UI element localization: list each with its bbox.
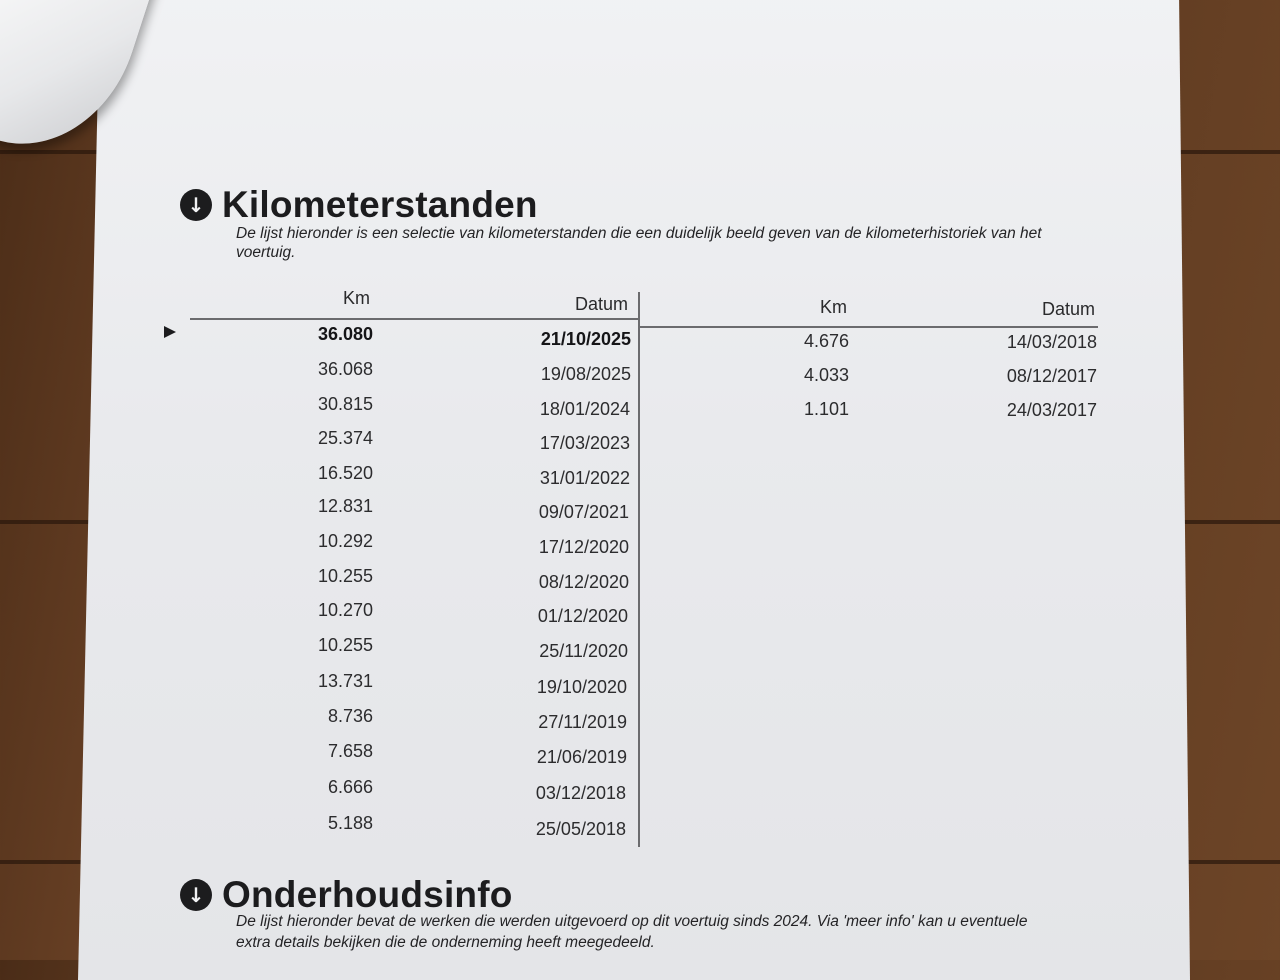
- km-value: 12.831: [317, 496, 373, 516]
- date-value: 09/07/2021: [538, 502, 629, 522]
- km-value: 30.815: [317, 394, 373, 414]
- column-header-date-left: Datum: [575, 294, 629, 314]
- date-value: 03/12/2018: [535, 783, 626, 803]
- km-value: 25.374: [317, 428, 373, 448]
- kilometers-description-line1: De lijst hieronder is een selectie van kilometerstanden die een duidelijk beeld geven van de kilometerhistoriek van het: [236, 225, 1042, 242]
- date-value: 19/08/2025: [540, 364, 631, 384]
- header-divider-left: [190, 318, 638, 320]
- date-value: 21/06/2019: [536, 747, 627, 767]
- maintenance-description-line1: De lijst hieronder bevat de werken die werden uitgevoerd op dit voertuig sinds 2024. Via 'meer info' kan u eventuele: [236, 913, 1028, 930]
- km-value: 10.270: [317, 600, 373, 620]
- km-value: 16.520: [317, 463, 373, 483]
- date-value: 14/03/2018: [1006, 332, 1097, 352]
- kilometers-description-line2: voertuig.: [236, 244, 296, 261]
- date-value: 08/12/2017: [1006, 366, 1097, 386]
- maintenance-heading: [180, 874, 513, 916]
- kilometers-heading: [180, 184, 538, 226]
- date-value: 18/01/2024: [539, 399, 630, 419]
- kilometers-title: Kilometerstanden: [222, 184, 538, 225]
- date-value: 21/10/2025: [540, 329, 631, 349]
- km-value: 8.736: [327, 706, 373, 726]
- date-value: 17/03/2023: [539, 433, 630, 453]
- km-value: 10.292: [317, 531, 373, 551]
- header-divider-right: [640, 326, 1098, 328]
- km-value: 1.101: [803, 399, 849, 419]
- km-value: 36.080: [317, 324, 373, 344]
- date-value: 24/03/2017: [1006, 400, 1097, 420]
- km-value: 13.731: [317, 671, 373, 691]
- date-value: 17/12/2020: [538, 537, 629, 557]
- km-value: 4.676: [803, 331, 849, 351]
- km-value: 5.188: [327, 813, 373, 833]
- circle-arrow-down-icon: ↓: [180, 879, 212, 911]
- date-value: 27/11/2019: [538, 712, 627, 732]
- date-value: 31/01/2022: [539, 468, 630, 488]
- km-value: 4.033: [803, 365, 849, 385]
- maintenance-description-line2: extra details bekijken die de onderneming heeft meegedeeld.: [236, 934, 655, 951]
- column-header-km-left: Km: [343, 288, 370, 308]
- km-value: 6.666: [327, 777, 373, 797]
- document-page: [78, 0, 1190, 980]
- km-value: 10.255: [317, 635, 373, 655]
- maintenance-title: Onderhoudsinfo: [222, 874, 513, 915]
- triangle-right-icon: [164, 326, 176, 338]
- km-value: 7.658: [327, 741, 373, 761]
- date-value: 25/11/2020: [539, 641, 628, 661]
- date-value: 19/10/2020: [536, 677, 627, 697]
- date-value: 25/05/2018: [535, 819, 626, 839]
- column-header-km-right: Km: [820, 297, 847, 317]
- km-value: 36.068: [317, 359, 373, 379]
- column-divider: [638, 292, 640, 847]
- date-value: 01/12/2020: [537, 606, 628, 626]
- circle-arrow-down-icon: ↓: [180, 189, 212, 221]
- column-header-date-right: Datum: [1042, 299, 1096, 319]
- date-value: 08/12/2020: [538, 572, 629, 592]
- km-value: 10.255: [317, 566, 373, 586]
